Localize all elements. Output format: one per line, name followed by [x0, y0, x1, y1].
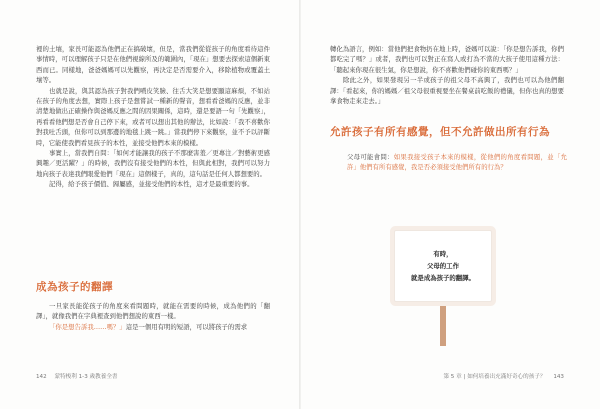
section-heading-translator: 成為孩子的翻譯 — [36, 281, 113, 293]
parent-question-text — [347, 152, 567, 173]
sign-stick — [440, 306, 446, 346]
parent-question — [347, 152, 567, 173]
sign-line-2: 父母的工作 — [427, 262, 459, 270]
sign-illustration — [394, 230, 502, 348]
right-page-body — [330, 44, 564, 122]
sign-line-1: 有時， — [433, 250, 453, 258]
right-paragraph-2: 除此之外，如果發現另一半或孩子的祖父母不高興了，我們也可以為他們翻譯：「看起來，你的媽媽／祖父母很重視要坐在餐桌前吃飯的禮儀，但你也真的想要拿食物走來走去。」 — [330, 76, 564, 106]
question-prefix: 父母可能會問： — [347, 153, 394, 161]
right-page-number: 143 — [553, 374, 564, 380]
left-paragraph-2: 也就是說，與其認為孩子對我們噴皮笑臉、往舌大笑是想要顯這麻煩，不如站在孩子的角度去想，實際上孩子是想嘗試一種新的聲音，想看看爸媽的反應，並非清楚地做出正確操作與爸媽反應之間的因果關係，這時，還是要語一句「先觀察」，再看看他們想是否會自己停下來，或者可以想出其他的辦法，比如說：「我不喜歡你對我吐舌頭，但你可以到那邊的地毯上跳一跳。」當我們停下來觀察，並不予以評斷時，它能使我們看見孩子的本性，並接受他們本來的模樣。 — [36, 86, 270, 147]
chapter-title: 如何培養出充滿好奇心的孩子？ — [467, 374, 546, 380]
left-tail-paragraph-2: 「你是想告訴我……嗎？」這是一個用有明的短語，可以將孩子的需求 — [49, 322, 248, 331]
right-paragraph-1: 轉化為語言，例如：當他們把食物扔在地上時，爸媽可以說：「你是想告訴我，你們都吃完了嗎？」或者，我們也可以對正在寫人或打為不當的大孩子使用這種方法：「聽起來你現在很生氣，你是想說，你不喜歡他們碰你的東西嗎？」 — [330, 45, 564, 74]
sign-line-3: 就是成為孩子的翻譯。 — [411, 274, 475, 282]
page-gutter — [299, 0, 301, 409]
left-paragraph-3: 事實上，當我們自問：「如何才能讓我的孩子不那麼害羞／更專注／對藝術更感興趣／更活躍？」的時候，我們沒有接受他們的本性，但與此相對，我們可以努力地向孩子表達我們眼愛他們「現在」這個樣子，真的，這句話是任何人都想要的。 — [36, 149, 270, 178]
right-footer: 第 5 章 | 如何培養出充滿好奇心的孩子？ 143 — [443, 374, 564, 380]
section-heading-feelings: 允許孩子有所有感覺，但不允許做出所有行為 — [330, 126, 550, 138]
left-page-tail — [36, 301, 270, 332]
left-tail-paragraph-1: 一旦家長能從孩子的角度來看問題時，就能在需要的時候，成為他們的「翻譯」，就像我們在字典裡查到他們想說的東西一樣。 — [36, 302, 270, 321]
left-book-title: 蒙特梭利 1-3 歲教養全書 — [54, 374, 118, 380]
left-paragraph-4: 記得，給予孩子價值、歸屬感，並接受他們的本性，這才是最重要的事。 — [49, 180, 254, 189]
question-body: 如果我接受孩子本來的模樣，從他們的角度看問題，並「允許」他們有所有感覺，我是否必須接受他們所有的行為？ — [347, 153, 568, 172]
sign-board — [394, 230, 492, 302]
chapter-label: 第 5 章 — [443, 374, 462, 380]
left-page-number: 142 — [36, 374, 47, 380]
left-footer — [36, 372, 118, 380]
left-paragraph-1: 裡的土壤，家長可能認為他們正在搞破壞，但是，當我們從從孩子的角度看待這件事情時，可以理解孩子只是在他們視線所及的範圍內，「現在」想要去探索這個新東西而已。同樣地，爸爸媽媽可以先觀察，再決定是否需要介入，移除植物或覆蓋土壤等。 — [36, 45, 270, 85]
